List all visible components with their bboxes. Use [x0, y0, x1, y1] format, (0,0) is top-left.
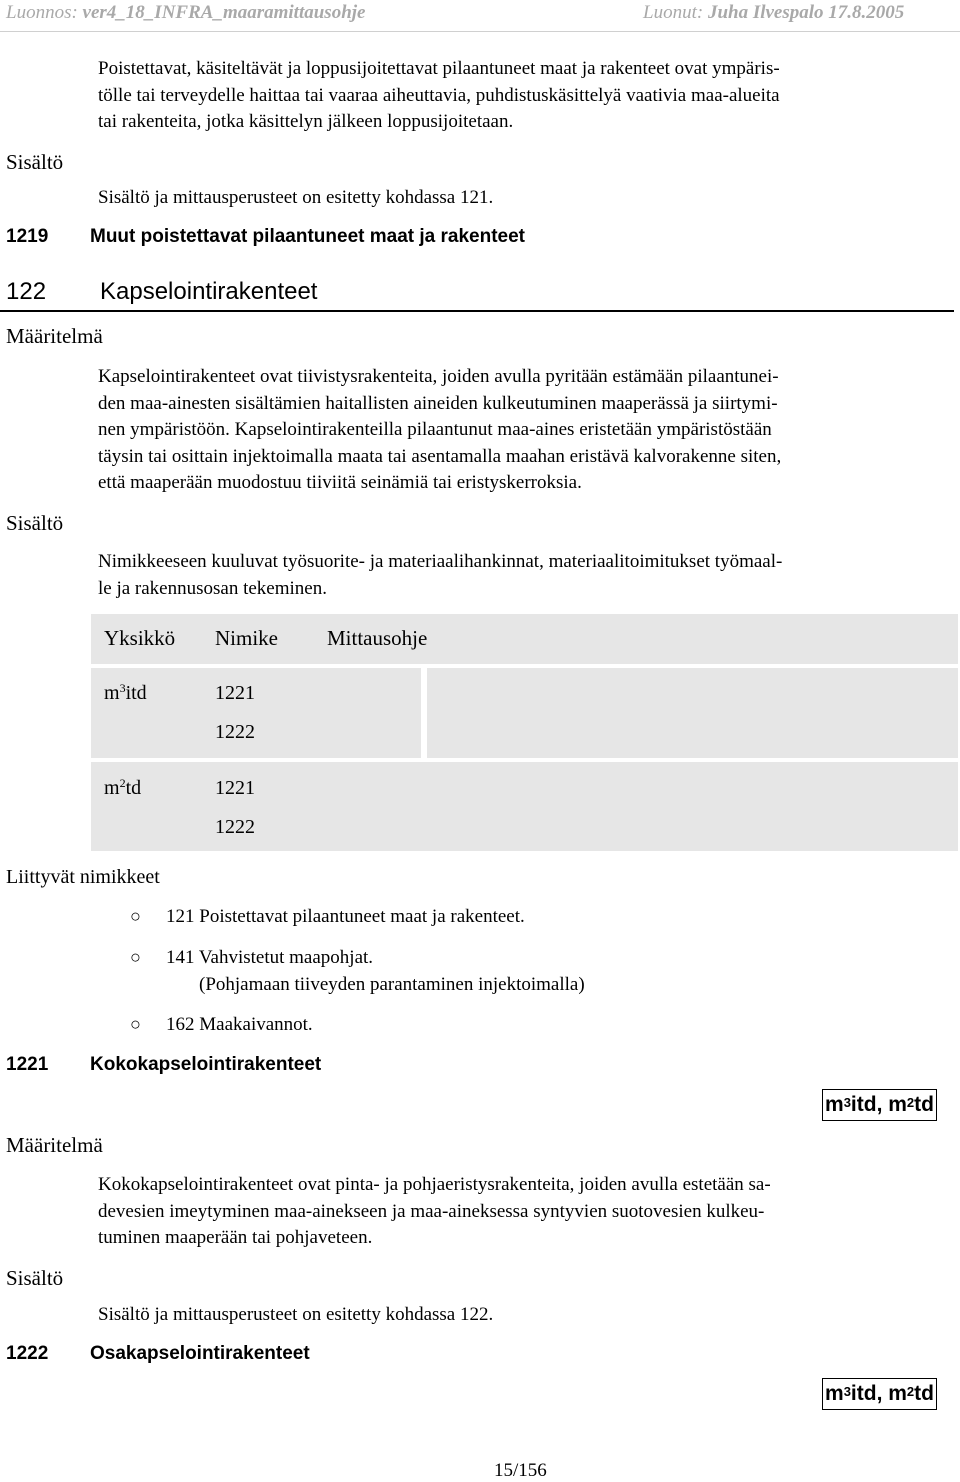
table-header-row: [91, 614, 958, 664]
text-line: devesien imeytyminen maa-ainekseen ja maa-aineksessa syntyvien suotovesien kulkeu-: [98, 1200, 765, 1222]
header-mittausohje: Mittausohje: [327, 626, 428, 650]
table-cell-mittausohje: [427, 668, 958, 758]
header-nimike: Nimike: [215, 626, 278, 650]
luonut-value: Juha Ilvespalo 17.8.2005: [707, 2, 905, 23]
circle-bullet-icon: ○: [130, 906, 141, 926]
text-line: tölle tai terveydelle haittaa tai vaaraa aiheuttavia, puhdistuskäsittelyä vaativia maa-alueita: [98, 84, 780, 106]
table-cell-unit: $m^2td$: [104, 776, 142, 799]
text-line: että maaperään muodostuu tiiviitä seinämiä tai eristyskerroksia.: [98, 472, 582, 493]
related-item-text: 162 Maakaivannot.: [166, 1014, 313, 1035]
heading-1222-number: 1222: [6, 1343, 49, 1364]
text-line: nen ympäristöön. Kapselointirakenteilla pilaantunut maa-aines eristetään ympäristöstään: [98, 419, 772, 440]
sisalto-label: Sisältö: [6, 1266, 64, 1290]
maaritelma-label: Määritelmä: [6, 324, 103, 348]
table-cell-unit: $m^3itd$: [104, 681, 147, 704]
text-line: täysin tai osittain injektoimalla maata tai asentamalla maahan eristävä kalvorakenne siten,: [98, 445, 782, 467]
unit-box-1221: $m^3itd$, $m^2td$: [822, 1089, 937, 1121]
circle-bullet-icon: ○: [130, 1014, 141, 1034]
page-header: [6, 2, 365, 24]
table-cell-item: 1222: [215, 721, 255, 743]
definition-1221: [98, 1172, 950, 1252]
header-yksikko: Yksikkö: [104, 626, 176, 650]
definition-122: [98, 364, 950, 497]
page-number: 15/156: [494, 1460, 547, 1481]
header-rule: [0, 31, 960, 32]
table-cell-item: 1221: [215, 682, 255, 704]
text-line: Kapselointirakenteet ovat tiivistysrakenteita, joiden avulla pyritään estämään pilaantunei-: [98, 366, 779, 387]
text-line: le ja rakennusosan tekeminen.: [98, 577, 327, 599]
table-cell-item: 1222: [215, 816, 255, 838]
top-content-text: [98, 56, 950, 136]
table-cell-item: 1221: [215, 777, 255, 799]
luonut-label: Luonut:: [643, 2, 704, 23]
text-line: den maa-ainesten sisältämien haitallisten aineiden kulkeutuminen maaperässä ja siirtymi-: [98, 392, 778, 414]
heading-1221-title: Kokokapselointirakenteet: [90, 1054, 322, 1075]
related-label: Liittyvät nimikkeet: [6, 866, 160, 888]
luonnos-label: Luonnos:: [6, 2, 78, 23]
text-line: Poistettavat, käsiteltävät ja loppusijoitettavat pilaantuneet maat ja rakenteet ovat ympäris-: [98, 58, 780, 79]
text-line: Nimikkeeseen kuuluvat työsuorite- ja materiaalihankinnat, materiaalitoimitukset työmaal-: [98, 551, 783, 572]
content-122: [98, 549, 950, 602]
circle-bullet-icon: ○: [130, 947, 141, 967]
heading-122-rule: [0, 310, 954, 312]
reference-1221: Sisältö ja mittausperusteet on esitetty kohdassa 122.: [98, 1304, 494, 1325]
maaritelma-label: Määritelmä: [6, 1133, 103, 1157]
related-item-note: (Pohjamaan tiiveyden parantaminen injektoimalla): [199, 974, 585, 995]
heading-1222-title: Osakapselointirakenteet: [90, 1343, 310, 1364]
heading-1219-number: 1219: [6, 226, 49, 247]
heading-1219-title: Muut poistettavat pilaantuneet maat ja rakenteet: [90, 226, 525, 247]
top-reference: Sisältö ja mittausperusteet on esitetty kohdassa 121.: [98, 187, 494, 208]
cell-divider: [421, 668, 427, 758]
related-item-text: 121 Poistettavat pilaantuneet maat ja rakenteet.: [166, 906, 525, 927]
unit-box-1222: $m^3itd$, $m^2td$: [822, 1378, 937, 1410]
heading-1221-number: 1221: [6, 1054, 49, 1075]
heading-122-number: 122: [6, 278, 47, 305]
luonnos-value: ver4_18_INFRA_maaramittausohje: [82, 2, 366, 23]
related-item-text: 141 Vahvistetut maapohjat.: [166, 947, 374, 968]
text-line: tuminen maaperään tai pohjaveteen.: [98, 1227, 373, 1248]
sisalto-label: Sisältö: [6, 511, 64, 535]
heading-122-title: Kapselointirakenteet: [100, 278, 318, 305]
author-header: [643, 2, 904, 24]
text-line: Kokokapselointirakenteet ovat pinta- ja pohjaeristysrakenteita, joiden avulla estetään sa-: [98, 1174, 771, 1195]
text-line: tai rakenteita, jotka käsittelyn jälkeen loppusijoitetaan.: [98, 111, 514, 132]
sisalto-label: Sisältö: [6, 150, 64, 174]
